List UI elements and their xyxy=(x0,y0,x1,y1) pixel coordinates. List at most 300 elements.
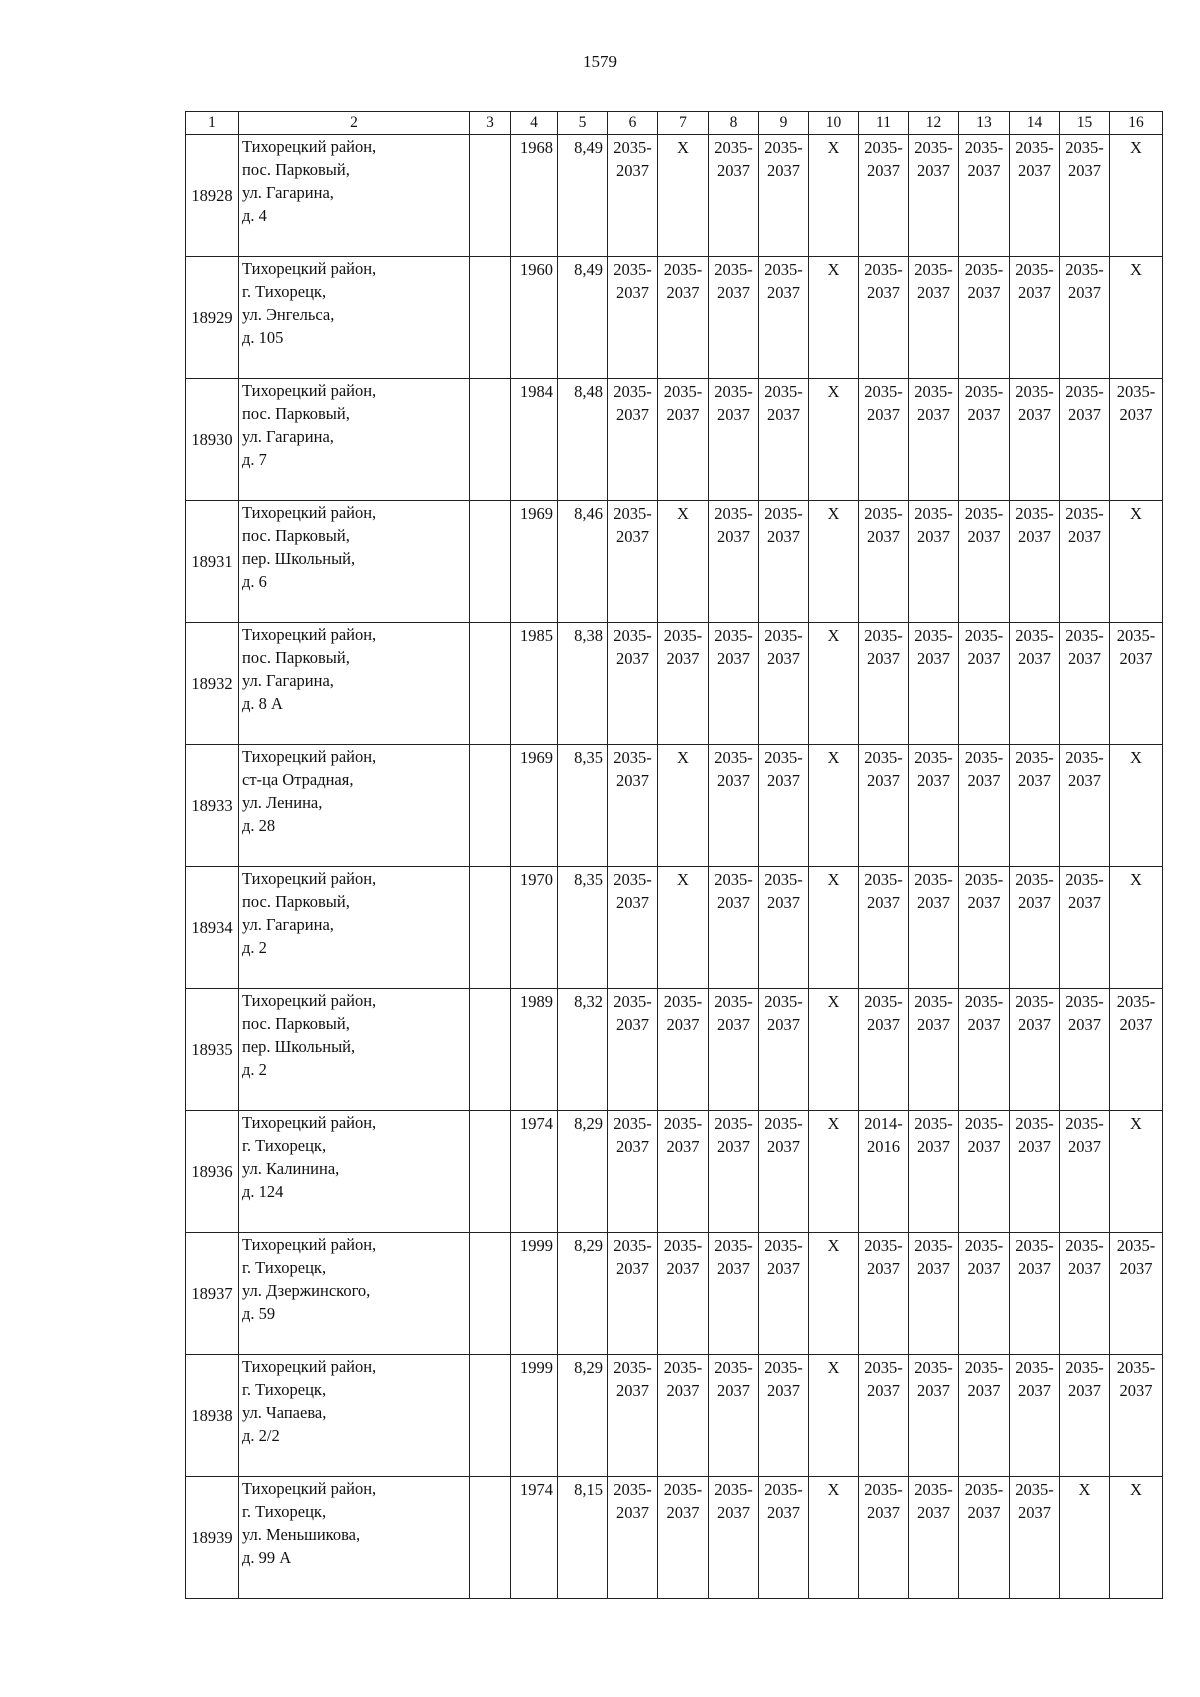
period-cell-col-14 xyxy=(1010,989,1060,1111)
period-line: 2035- xyxy=(613,992,652,1011)
period-line: 2035- xyxy=(914,138,953,157)
period-cell-col-16 xyxy=(1110,257,1163,379)
period-line: 2035- xyxy=(663,1114,703,1133)
period-line: 2037 xyxy=(917,1381,950,1400)
period-line: 2037 xyxy=(616,1503,649,1522)
column-header-11: 11 xyxy=(859,112,909,135)
value-cell: 8,15 xyxy=(558,1477,608,1599)
period-line: 2037 xyxy=(616,649,649,668)
period-cell-col-8 xyxy=(709,1233,759,1355)
period-line: 2035- xyxy=(714,504,753,523)
period-line: 2035- xyxy=(914,260,953,279)
period-line: 2035- xyxy=(964,1358,1004,1377)
period-line: 2035- xyxy=(1065,1236,1104,1255)
year-cell: 1989 xyxy=(511,989,558,1111)
address-cell xyxy=(239,867,470,989)
empty-column-3-cell xyxy=(470,1355,511,1477)
period-line: 2035- xyxy=(613,870,652,889)
period-line: 2037 xyxy=(616,1381,649,1400)
period-cell-col-15 xyxy=(1060,623,1110,745)
period-cell-col-14 xyxy=(1010,1233,1060,1355)
period-line: 2035- xyxy=(964,870,1004,889)
period-line: 2037 xyxy=(867,771,900,790)
period-line: 2037 xyxy=(616,1015,649,1034)
period-line: 2035- xyxy=(1015,1236,1054,1255)
period-cell-col-16 xyxy=(1110,501,1163,623)
period-cell-col-6 xyxy=(608,867,658,989)
period-line: 2035- xyxy=(864,626,903,645)
period-line: 2035- xyxy=(1015,260,1054,279)
period-line: 2035- xyxy=(1015,504,1054,523)
period-cell-col-14 xyxy=(1010,257,1060,379)
period-line: 2035- xyxy=(663,992,703,1011)
value-cell: 8,29 xyxy=(558,1355,608,1477)
period-line: 2035- xyxy=(864,1480,903,1499)
period-line: 2035- xyxy=(613,1480,652,1499)
table-row xyxy=(186,379,1163,501)
period-line: 2035- xyxy=(914,748,953,767)
period-cell-col-13 xyxy=(959,379,1010,501)
period-line: X xyxy=(677,504,689,523)
period-line: 2035- xyxy=(714,1358,753,1377)
address-line: д. 2 xyxy=(242,938,267,957)
period-line: 2037 xyxy=(917,283,950,302)
period-line: 2037 xyxy=(867,527,900,546)
period-cell-col-7 xyxy=(658,379,709,501)
period-line: 2037 xyxy=(967,527,1001,546)
period-cell-col-10 xyxy=(809,989,859,1111)
year-cell: 1999 xyxy=(511,1233,558,1355)
period-line: 2035- xyxy=(914,626,953,645)
period-cell-col-13 xyxy=(959,501,1010,623)
period-cell-col-9 xyxy=(759,379,809,501)
period-line: 2037 xyxy=(1119,1015,1153,1034)
period-line: 2037 xyxy=(1068,771,1101,790)
period-line: 2037 xyxy=(666,649,700,668)
period-cell-col-14 xyxy=(1010,1477,1060,1599)
period-cell-col-15 xyxy=(1060,745,1110,867)
period-line: 2035- xyxy=(964,504,1004,523)
period-cell-col-16 xyxy=(1110,379,1163,501)
period-cell-col-16 xyxy=(1110,1477,1163,1599)
period-cell-col-7 xyxy=(658,745,709,867)
period-line: 2035- xyxy=(914,1236,953,1255)
period-cell-col-10 xyxy=(809,623,859,745)
period-line: 2035- xyxy=(613,1114,652,1133)
address-cell xyxy=(239,135,470,257)
period-line: 2037 xyxy=(967,1015,1001,1034)
period-line: 2035- xyxy=(914,1114,953,1133)
period-line: 2035- xyxy=(964,992,1004,1011)
period-line: 2035- xyxy=(864,1236,903,1255)
period-line: 2035- xyxy=(864,382,903,401)
period-line: X xyxy=(1130,1480,1142,1499)
period-line: X xyxy=(1130,870,1142,889)
period-cell-col-7 xyxy=(658,1355,709,1477)
period-line: 2035- xyxy=(1065,260,1104,279)
address-cell xyxy=(239,623,470,745)
period-line: 2037 xyxy=(666,1503,700,1522)
column-header-13: 13 xyxy=(959,112,1010,135)
period-line: 2037 xyxy=(666,1381,700,1400)
value-cell: 8,29 xyxy=(558,1111,608,1233)
period-line: 2037 xyxy=(967,649,1001,668)
period-cell-col-16 xyxy=(1110,745,1163,867)
period-line: 2037 xyxy=(967,405,1001,424)
period-cell-col-12 xyxy=(909,135,959,257)
period-line: 2035- xyxy=(714,382,753,401)
year-cell: 1999 xyxy=(511,1355,558,1477)
period-cell-col-11 xyxy=(859,1111,909,1233)
period-line: 2035- xyxy=(764,138,803,157)
row-number-cell: 18929 xyxy=(186,257,239,379)
period-cell-col-8 xyxy=(709,257,759,379)
period-cell-col-8 xyxy=(709,135,759,257)
address-line: пос. Парковый, xyxy=(242,160,350,179)
period-line: 2037 xyxy=(767,1381,800,1400)
period-line: 2014- xyxy=(864,1114,903,1133)
period-line: 2037 xyxy=(967,893,1001,912)
period-cell-col-9 xyxy=(759,1477,809,1599)
period-cell-col-6 xyxy=(608,1111,658,1233)
period-cell-col-12 xyxy=(909,623,959,745)
period-cell-col-13 xyxy=(959,257,1010,379)
address-line: ул. Энгельса, xyxy=(242,305,335,324)
period-line: 2035- xyxy=(864,1358,903,1377)
period-line: X xyxy=(677,870,689,889)
value-cell: 8,49 xyxy=(558,257,608,379)
address-cell xyxy=(239,1111,470,1233)
period-line: 2035- xyxy=(1015,748,1054,767)
period-cell-col-15 xyxy=(1060,379,1110,501)
period-line: 2037 xyxy=(717,527,750,546)
address-line: ул. Гагарина, xyxy=(242,427,334,446)
period-line: 2037 xyxy=(1018,649,1051,668)
period-line: 2035- xyxy=(613,260,652,279)
period-line: 2037 xyxy=(967,1503,1001,1522)
period-line: 2037 xyxy=(1068,405,1101,424)
period-line: 2037 xyxy=(1018,161,1051,180)
period-line: 2035- xyxy=(1065,992,1104,1011)
address-line: ул. Меньшикова, xyxy=(242,1525,361,1544)
period-line: 2035- xyxy=(1015,138,1054,157)
period-line: 2035- xyxy=(1015,1114,1054,1133)
empty-column-3-cell xyxy=(470,989,511,1111)
period-line: 2037 xyxy=(616,1259,649,1278)
period-line: 2037 xyxy=(717,649,750,668)
period-line: 2037 xyxy=(967,1259,1001,1278)
period-cell-col-14 xyxy=(1010,867,1060,989)
period-line: 2035- xyxy=(914,1480,953,1499)
period-cell-col-8 xyxy=(709,867,759,989)
period-line: 2035- xyxy=(914,1358,953,1377)
address-line: Тихорецкий район, xyxy=(242,747,377,766)
period-line: X xyxy=(1130,138,1142,157)
period-line: 2037 xyxy=(917,649,950,668)
period-cell-col-11 xyxy=(859,257,909,379)
period-line: 2035- xyxy=(714,1114,753,1133)
period-cell-col-8 xyxy=(709,745,759,867)
period-line: 2035- xyxy=(1065,138,1104,157)
period-line: 2035- xyxy=(1065,1358,1104,1377)
period-line: 2037 xyxy=(1068,1259,1101,1278)
address-line: Тихорецкий район, xyxy=(242,1113,377,1132)
period-cell-col-9 xyxy=(759,989,809,1111)
period-cell-col-14 xyxy=(1010,623,1060,745)
period-line: X xyxy=(1078,1480,1091,1499)
column-header-8: 8 xyxy=(709,112,759,135)
period-line: 2035- xyxy=(714,626,753,645)
empty-column-3-cell xyxy=(470,1111,511,1233)
period-line: 2037 xyxy=(867,649,900,668)
column-header-9: 9 xyxy=(759,112,809,135)
column-header-5: 5 xyxy=(558,112,608,135)
period-line: 2037 xyxy=(666,405,700,424)
table-row xyxy=(186,989,1163,1111)
period-cell-col-10 xyxy=(809,1111,859,1233)
row-number-cell: 18939 xyxy=(186,1477,239,1599)
address-line: д. 7 xyxy=(242,450,267,469)
period-cell-col-6 xyxy=(608,623,658,745)
period-cell-col-8 xyxy=(709,989,759,1111)
address-line: пер. Школьный, xyxy=(242,1037,356,1056)
period-line: 2035- xyxy=(964,1114,1004,1133)
period-line: 2037 xyxy=(1018,1503,1051,1522)
period-cell-col-15 xyxy=(1060,501,1110,623)
period-line: 2037 xyxy=(767,1137,800,1156)
period-line: 2035- xyxy=(764,1480,803,1499)
period-cell-col-11 xyxy=(859,989,909,1111)
period-line: 2035- xyxy=(1015,870,1054,889)
period-line: 2037 xyxy=(616,405,649,424)
row-number-cell: 18933 xyxy=(186,745,239,867)
period-line: 2035- xyxy=(714,260,753,279)
period-cell-col-16 xyxy=(1110,135,1163,257)
address-line: Тихорецкий район, xyxy=(242,1235,377,1254)
period-line: 2035- xyxy=(663,626,703,645)
period-line: 2037 xyxy=(917,1137,950,1156)
address-line: г. Тихорецк, xyxy=(242,1136,327,1155)
period-cell-col-9 xyxy=(759,501,809,623)
column-header-12: 12 xyxy=(909,112,959,135)
column-header-3: 3 xyxy=(470,112,511,135)
period-line: X xyxy=(827,870,840,889)
period-line: 2035- xyxy=(864,260,903,279)
address-line: Тихорецкий район, xyxy=(242,991,377,1010)
period-cell-col-16 xyxy=(1110,1355,1163,1477)
table-row xyxy=(186,1355,1163,1477)
period-line: 2037 xyxy=(1119,649,1153,668)
period-line: 2037 xyxy=(1068,527,1101,546)
period-line: 2037 xyxy=(1018,405,1051,424)
period-line: 2035- xyxy=(613,504,652,523)
year-cell: 1985 xyxy=(511,623,558,745)
period-line: 2037 xyxy=(917,1503,950,1522)
period-line: 2037 xyxy=(616,893,649,912)
period-line: 2035- xyxy=(764,626,803,645)
address-line: пос. Парковый, xyxy=(242,404,350,423)
period-cell-col-12 xyxy=(909,1111,959,1233)
period-line: 2016 xyxy=(867,1137,900,1156)
value-cell: 8,35 xyxy=(558,867,608,989)
period-cell-col-9 xyxy=(759,135,809,257)
period-line: 2035- xyxy=(764,260,803,279)
period-line: 2037 xyxy=(666,283,700,302)
period-cell-col-14 xyxy=(1010,501,1060,623)
address-line: ул. Гагарина, xyxy=(242,671,334,690)
period-line: 2037 xyxy=(967,161,1001,180)
address-line: Тихорецкий район, xyxy=(242,869,377,888)
period-line: 2035- xyxy=(864,748,903,767)
table-row xyxy=(186,745,1163,867)
period-line: 2037 xyxy=(917,893,950,912)
table-row xyxy=(186,1477,1163,1599)
period-line: X xyxy=(827,504,840,523)
period-line: 2035- xyxy=(663,260,703,279)
period-cell-col-15 xyxy=(1060,867,1110,989)
period-cell-col-6 xyxy=(608,745,658,867)
period-cell-col-13 xyxy=(959,135,1010,257)
period-cell-col-7 xyxy=(658,1477,709,1599)
address-cell xyxy=(239,1233,470,1355)
period-line: 2037 xyxy=(1119,405,1153,424)
period-cell-col-12 xyxy=(909,1355,959,1477)
address-line: пос. Парковый, xyxy=(242,892,350,911)
period-line: 2037 xyxy=(767,161,800,180)
period-cell-col-11 xyxy=(859,501,909,623)
table-row xyxy=(186,135,1163,257)
period-line: 2035- xyxy=(714,748,753,767)
period-cell-col-12 xyxy=(909,1477,959,1599)
period-cell-col-7 xyxy=(658,501,709,623)
period-line: 2035- xyxy=(864,138,903,157)
empty-column-3-cell xyxy=(470,1477,511,1599)
period-cell-col-15 xyxy=(1060,135,1110,257)
period-cell-col-6 xyxy=(608,989,658,1111)
period-cell-col-6 xyxy=(608,1233,658,1355)
period-cell-col-14 xyxy=(1010,745,1060,867)
buildings-register-table xyxy=(185,111,1163,1599)
period-line: 2035- xyxy=(964,1480,1004,1499)
period-cell-col-10 xyxy=(809,379,859,501)
period-line: 2037 xyxy=(666,1259,700,1278)
period-line: 2037 xyxy=(616,527,649,546)
period-cell-col-16 xyxy=(1110,1233,1163,1355)
period-line: X xyxy=(827,748,840,767)
address-line: Тихорецкий район, xyxy=(242,625,377,644)
empty-column-3-cell xyxy=(470,623,511,745)
period-cell-col-15 xyxy=(1060,1355,1110,1477)
empty-column-3-cell xyxy=(470,1233,511,1355)
table-row xyxy=(186,1111,1163,1233)
address-cell xyxy=(239,501,470,623)
period-cell-col-15 xyxy=(1060,257,1110,379)
period-cell-col-15 xyxy=(1060,1233,1110,1355)
period-line: 2037 xyxy=(717,405,750,424)
period-line: X xyxy=(1130,1114,1142,1133)
address-line: пос. Парковый, xyxy=(242,1014,350,1033)
period-cell-col-15 xyxy=(1060,1111,1110,1233)
address-line: Тихорецкий район, xyxy=(242,137,377,156)
period-line: 2037 xyxy=(717,283,750,302)
period-line: 2035- xyxy=(764,504,803,523)
period-cell-col-7 xyxy=(658,867,709,989)
period-cell-col-10 xyxy=(809,135,859,257)
period-line: X xyxy=(827,138,840,157)
period-cell-col-11 xyxy=(859,623,909,745)
row-number-cell: 18934 xyxy=(186,867,239,989)
period-line: 2035- xyxy=(764,1236,803,1255)
period-line: 2037 xyxy=(1068,1137,1101,1156)
period-line: 2035- xyxy=(914,504,953,523)
period-cell-col-8 xyxy=(709,1355,759,1477)
year-cell: 1970 xyxy=(511,867,558,989)
address-line: д. 4 xyxy=(242,206,267,225)
period-line: 2035- xyxy=(864,504,903,523)
period-line: 2035- xyxy=(1065,870,1104,889)
column-header-1: 1 xyxy=(186,112,239,135)
period-cell-col-7 xyxy=(658,1233,709,1355)
table-row xyxy=(186,623,1163,745)
address-line: ул. Дзержинского, xyxy=(242,1281,371,1300)
period-cell-col-13 xyxy=(959,1477,1010,1599)
period-line: 2035- xyxy=(613,382,652,401)
period-cell-col-10 xyxy=(809,1233,859,1355)
address-cell xyxy=(239,989,470,1111)
address-cell xyxy=(239,745,470,867)
period-line: 2037 xyxy=(767,405,800,424)
period-cell-col-11 xyxy=(859,867,909,989)
address-cell xyxy=(239,1477,470,1599)
period-line: X xyxy=(1130,260,1142,279)
period-line: 2035- xyxy=(864,870,903,889)
period-line: 2037 xyxy=(867,1259,900,1278)
period-line: 2037 xyxy=(917,1015,950,1034)
year-cell: 1960 xyxy=(511,257,558,379)
address-line: пер. Школьный, xyxy=(242,549,356,568)
year-cell: 1974 xyxy=(511,1111,558,1233)
year-cell: 1974 xyxy=(511,1477,558,1599)
period-cell-col-6 xyxy=(608,501,658,623)
period-cell-col-14 xyxy=(1010,379,1060,501)
period-line: 2035- xyxy=(1065,748,1104,767)
period-line: X xyxy=(1130,748,1142,767)
period-line: 2037 xyxy=(1018,1259,1051,1278)
period-line: 2037 xyxy=(917,527,950,546)
period-cell-col-11 xyxy=(859,1233,909,1355)
period-cell-col-6 xyxy=(608,1355,658,1477)
period-line: 2035- xyxy=(764,1114,803,1133)
address-line: Тихорецкий район, xyxy=(242,381,377,400)
period-line: 2037 xyxy=(867,893,900,912)
period-line: 2037 xyxy=(1018,1381,1051,1400)
period-cell-col-7 xyxy=(658,989,709,1111)
period-cell-col-6 xyxy=(608,257,658,379)
period-line: 2035- xyxy=(1116,992,1156,1011)
empty-column-3-cell xyxy=(470,867,511,989)
period-line: 2035- xyxy=(663,1236,703,1255)
period-line: 2037 xyxy=(717,1015,750,1034)
row-number-cell: 18932 xyxy=(186,623,239,745)
period-line: 2037 xyxy=(967,283,1001,302)
address-cell xyxy=(239,379,470,501)
period-line: 2037 xyxy=(1018,771,1051,790)
period-cell-col-11 xyxy=(859,1355,909,1477)
period-cell-col-8 xyxy=(709,501,759,623)
period-line: 2037 xyxy=(767,1503,800,1522)
column-header-10: 10 xyxy=(809,112,859,135)
period-line: 2035- xyxy=(764,870,803,889)
